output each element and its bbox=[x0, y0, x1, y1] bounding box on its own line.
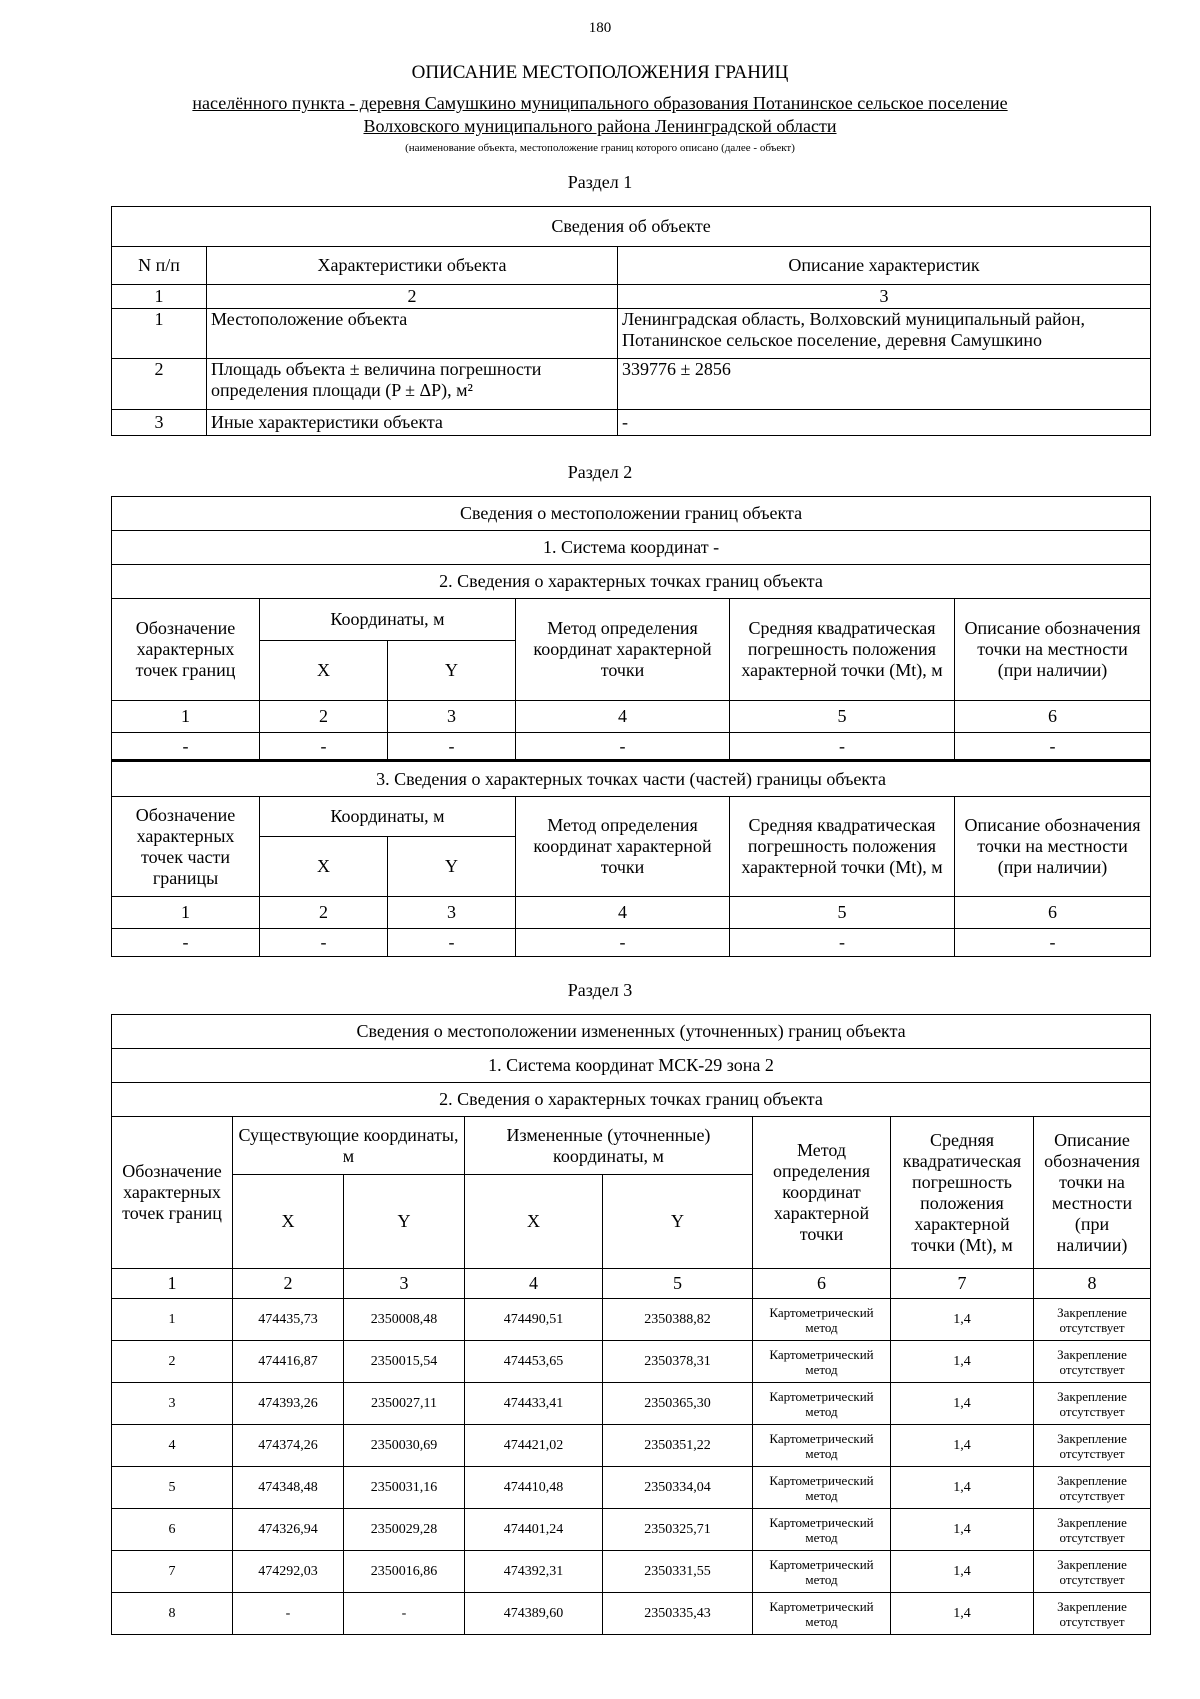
empty-cell: - bbox=[388, 929, 516, 957]
table-row bbox=[112, 1299, 1151, 1341]
part-title: 3. Сведения о характерных точках части (частей) границы объекта bbox=[112, 761, 1151, 797]
description-cell: Закрепление отсутствует bbox=[1034, 1593, 1151, 1635]
changed-y: 2350365,30 bbox=[603, 1383, 753, 1425]
point-number: 6 bbox=[112, 1509, 233, 1551]
header-coordinates: Координаты, м bbox=[260, 797, 516, 837]
column-number: 2 bbox=[260, 701, 388, 733]
row-number: 3 bbox=[112, 410, 207, 436]
coordinate-system: 1. Система координат - bbox=[112, 531, 1151, 565]
method-cell: Картометрический метод bbox=[753, 1467, 891, 1509]
changed-y: 2350378,31 bbox=[603, 1341, 753, 1383]
header-y: Y bbox=[388, 837, 516, 897]
method-cell: Картометрический метод bbox=[753, 1593, 891, 1635]
column-number: 1 bbox=[112, 285, 207, 309]
row-name: Площадь объекта ± величина погрешности определения площади (P ± ΔP), м² bbox=[207, 359, 618, 410]
table-row bbox=[112, 1383, 1151, 1425]
column-number: 1 bbox=[112, 897, 260, 929]
error-cell: 1,4 bbox=[891, 1509, 1034, 1551]
header-method: Метод определения координат характерной точки bbox=[753, 1117, 891, 1269]
header-method: Метод определения координат характерной точки bbox=[516, 599, 730, 701]
changed-x: 474401,24 bbox=[465, 1509, 603, 1551]
existing-y: 2350015,54 bbox=[344, 1341, 465, 1383]
empty-cell: - bbox=[112, 929, 260, 957]
existing-x: 474435,73 bbox=[233, 1299, 344, 1341]
changed-x: 474453,65 bbox=[465, 1341, 603, 1383]
empty-cell: - bbox=[955, 929, 1151, 957]
table-row bbox=[112, 1341, 1151, 1383]
header-changed-coordinates: Измененные (уточненные) координаты, м bbox=[465, 1117, 753, 1175]
header-description: Описание обозначения точки на местности (при наличии) bbox=[955, 599, 1151, 701]
header-coordinates: Координаты, м bbox=[260, 599, 516, 641]
description-cell: Закрепление отсутствует bbox=[1034, 1383, 1151, 1425]
header-designation: Обозначение характерных точек границ bbox=[112, 1117, 233, 1269]
column-number: 5 bbox=[730, 701, 955, 733]
method-cell: Картометрический метод bbox=[753, 1551, 891, 1593]
table-row bbox=[112, 1593, 1151, 1635]
existing-y: 2350016,86 bbox=[344, 1551, 465, 1593]
changed-y: 2350335,43 bbox=[603, 1593, 753, 1635]
column-number: 4 bbox=[516, 701, 730, 733]
header-cell: Характеристики объекта bbox=[207, 247, 618, 285]
changed-y: 2350325,71 bbox=[603, 1509, 753, 1551]
header-error: Средняя квадратическая погрешность положения характерной точки (Mt), м bbox=[730, 599, 955, 701]
column-number: 4 bbox=[516, 897, 730, 929]
column-number: 2 bbox=[207, 285, 618, 309]
column-number: 2 bbox=[260, 897, 388, 929]
table-row bbox=[112, 1509, 1151, 1551]
section-2-label: Раздел 2 bbox=[567, 462, 633, 482]
row-number: 2 bbox=[112, 359, 207, 410]
description-cell: Закрепление отсутствует bbox=[1034, 1509, 1151, 1551]
changed-y: 2350388,82 bbox=[603, 1299, 753, 1341]
existing-y: - bbox=[344, 1593, 465, 1635]
description-cell: Закрепление отсутствует bbox=[1034, 1425, 1151, 1467]
existing-x: 474374,26 bbox=[233, 1425, 344, 1467]
description-cell: Закрепление отсутствует bbox=[1034, 1551, 1151, 1593]
header-description: Описание обозначения точки на местности (при наличии) bbox=[1034, 1117, 1151, 1269]
changed-x: 474410,48 bbox=[465, 1467, 603, 1509]
existing-y: 2350030,69 bbox=[344, 1425, 465, 1467]
row-name: Местоположение объекта bbox=[207, 309, 618, 359]
header-x: X bbox=[465, 1175, 603, 1269]
column-number: 3 bbox=[344, 1269, 465, 1299]
error-cell: 1,4 bbox=[891, 1467, 1034, 1509]
column-number: 6 bbox=[955, 701, 1151, 733]
header-existing-coordinates: Существующие координаты, м bbox=[233, 1117, 465, 1175]
existing-x: 474348,48 bbox=[233, 1467, 344, 1509]
existing-x: 474393,26 bbox=[233, 1383, 344, 1425]
subtitle-line-1: населённого пункта - деревня Самушкино муниципального образования Потанинское сельское поселение bbox=[192, 93, 1008, 113]
changed-x: 474421,02 bbox=[465, 1425, 603, 1467]
point-number: 5 bbox=[112, 1467, 233, 1509]
existing-x: 474292,03 bbox=[233, 1551, 344, 1593]
header-description: Описание обозначения точки на местности (при наличии) bbox=[955, 797, 1151, 897]
method-cell: Картометрический метод bbox=[753, 1509, 891, 1551]
table-title: Сведения о местоположении измененных (уточненных) границ объекта bbox=[112, 1015, 1151, 1049]
existing-x: - bbox=[233, 1593, 344, 1635]
subtitle-line-2: Волховского муниципального района Ленинградской области bbox=[363, 116, 837, 136]
part-title: 2. Сведения о характерных точках границ объекта bbox=[112, 565, 1151, 599]
point-number: 3 bbox=[112, 1383, 233, 1425]
header-method: Метод определения координат характерной точки bbox=[516, 797, 730, 897]
document-title: ОПИСАНИЕ МЕСТОПОЛОЖЕНИЯ ГРАНИЦ bbox=[411, 62, 789, 83]
description-cell: Закрепление отсутствует bbox=[1034, 1341, 1151, 1383]
table-title: Сведения об объекте bbox=[112, 207, 1151, 247]
header-error: Средняя квадратическая погрешность положения характерной точки (Mt), м bbox=[891, 1117, 1034, 1269]
existing-y: 2350027,11 bbox=[344, 1383, 465, 1425]
point-number: 7 bbox=[112, 1551, 233, 1593]
method-cell: Картометрический метод bbox=[753, 1425, 891, 1467]
column-number: 5 bbox=[603, 1269, 753, 1299]
changed-x: 474433,41 bbox=[465, 1383, 603, 1425]
row-desc: Ленинградская область, Волховский муниципальный район, Потанинское сельское поселение, деревня Самушкино bbox=[618, 309, 1151, 359]
column-number: 6 bbox=[753, 1269, 891, 1299]
table-row bbox=[112, 359, 1151, 410]
error-cell: 1,4 bbox=[891, 1299, 1034, 1341]
row-number: 1 bbox=[112, 309, 207, 359]
column-number: 3 bbox=[388, 897, 516, 929]
error-cell: 1,4 bbox=[891, 1551, 1034, 1593]
table-row bbox=[112, 733, 1151, 761]
existing-y: 2350008,48 bbox=[344, 1299, 465, 1341]
header-designation: Обозначение характерных точек границ bbox=[112, 599, 260, 701]
row-desc: - bbox=[618, 410, 1151, 436]
section-1-label: Раздел 1 bbox=[567, 172, 633, 192]
section-2-table bbox=[111, 496, 1151, 957]
changed-y: 2350331,55 bbox=[603, 1551, 753, 1593]
part-title: 2. Сведения о характерных точках границ объекта bbox=[112, 1083, 1151, 1117]
empty-cell: - bbox=[730, 733, 955, 761]
header-error: Средняя квадратическая погрешность положения характерной точки (Mt), м bbox=[730, 797, 955, 897]
empty-cell: - bbox=[260, 733, 388, 761]
document-subtitle bbox=[130, 92, 1070, 138]
header-designation: Обозначение характерных точек части границы bbox=[112, 797, 260, 897]
header-cell: Описание характеристик bbox=[618, 247, 1151, 285]
changed-y: 2350351,22 bbox=[603, 1425, 753, 1467]
changed-y: 2350334,04 bbox=[603, 1467, 753, 1509]
empty-cell: - bbox=[112, 733, 260, 761]
column-number: 3 bbox=[388, 701, 516, 733]
coordinate-system: 1. Система координат МСК-29 зона 2 bbox=[112, 1049, 1151, 1083]
error-cell: 1,4 bbox=[891, 1341, 1034, 1383]
header-x: X bbox=[233, 1175, 344, 1269]
description-cell: Закрепление отсутствует bbox=[1034, 1467, 1151, 1509]
row-name: Иные характеристики объекта bbox=[207, 410, 618, 436]
section-1-table bbox=[111, 206, 1151, 436]
column-number: 6 bbox=[955, 897, 1151, 929]
header-cell: N п/п bbox=[112, 247, 207, 285]
column-number: 3 bbox=[618, 285, 1151, 309]
existing-x: 474416,87 bbox=[233, 1341, 344, 1383]
section-3-label: Раздел 3 bbox=[567, 980, 633, 1000]
page-number: 180 bbox=[588, 20, 612, 36]
description-cell: Закрепление отсутствует bbox=[1034, 1299, 1151, 1341]
point-number: 1 bbox=[112, 1299, 233, 1341]
point-number: 2 bbox=[112, 1341, 233, 1383]
existing-x: 474326,94 bbox=[233, 1509, 344, 1551]
error-cell: 1,4 bbox=[891, 1425, 1034, 1467]
changed-x: 474490,51 bbox=[465, 1299, 603, 1341]
empty-cell: - bbox=[516, 929, 730, 957]
empty-cell: - bbox=[955, 733, 1151, 761]
table-row bbox=[112, 410, 1151, 436]
table-row bbox=[112, 1467, 1151, 1509]
empty-cell: - bbox=[516, 733, 730, 761]
column-number: 4 bbox=[465, 1269, 603, 1299]
existing-y: 2350031,16 bbox=[344, 1467, 465, 1509]
empty-cell: - bbox=[730, 929, 955, 957]
table-row bbox=[112, 1425, 1151, 1467]
header-x: X bbox=[260, 837, 388, 897]
column-number: 1 bbox=[112, 701, 260, 733]
method-cell: Картометрический метод bbox=[753, 1341, 891, 1383]
empty-cell: - bbox=[388, 733, 516, 761]
changed-x: 474389,60 bbox=[465, 1593, 603, 1635]
method-cell: Картометрический метод bbox=[753, 1383, 891, 1425]
changed-x: 474392,31 bbox=[465, 1551, 603, 1593]
error-cell: 1,4 bbox=[891, 1593, 1034, 1635]
header-y: Y bbox=[344, 1175, 465, 1269]
column-number: 8 bbox=[1034, 1269, 1151, 1299]
point-number: 4 bbox=[112, 1425, 233, 1467]
table-title: Сведения о местоположении границ объекта bbox=[112, 497, 1151, 531]
point-number: 8 bbox=[112, 1593, 233, 1635]
column-number: 1 bbox=[112, 1269, 233, 1299]
empty-cell: - bbox=[260, 929, 388, 957]
header-x: X bbox=[260, 641, 388, 701]
section-3-table bbox=[111, 1014, 1151, 1635]
column-number: 7 bbox=[891, 1269, 1034, 1299]
column-number: 5 bbox=[730, 897, 955, 929]
object-note: (наименование объекта, местоположение границ которого описано (далее - объект) bbox=[405, 142, 795, 154]
table-row bbox=[112, 929, 1151, 957]
method-cell: Картометрический метод bbox=[753, 1299, 891, 1341]
existing-y: 2350029,28 bbox=[344, 1509, 465, 1551]
table-row bbox=[112, 309, 1151, 359]
header-y: Y bbox=[603, 1175, 753, 1269]
table-row bbox=[112, 1551, 1151, 1593]
row-desc: 339776 ± 2856 bbox=[618, 359, 1151, 410]
column-number: 2 bbox=[233, 1269, 344, 1299]
header-y: Y bbox=[388, 641, 516, 701]
error-cell: 1,4 bbox=[891, 1383, 1034, 1425]
